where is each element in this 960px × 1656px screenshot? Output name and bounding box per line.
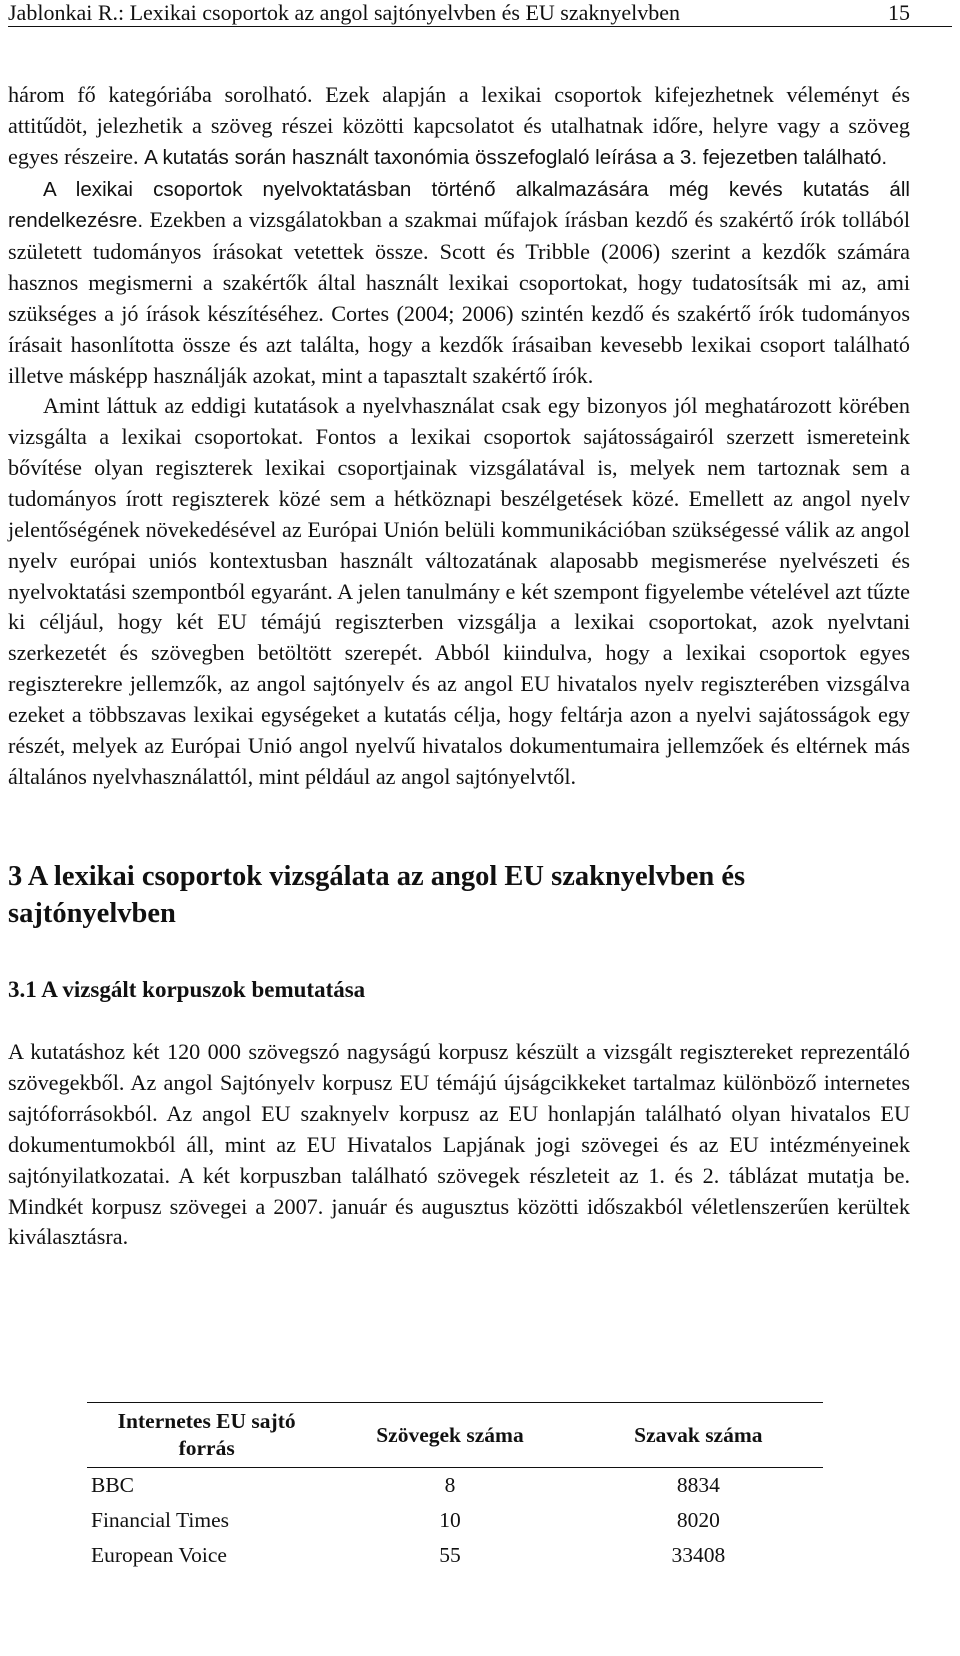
table-cell: Financial Times [91, 1508, 229, 1532]
table-row [87, 1503, 823, 1538]
paragraph-2 [8, 174, 910, 392]
table-cell: 55 [439, 1543, 461, 1567]
table-cell: 8 [444, 1473, 456, 1497]
paragraph-3: Amint láttuk az eddigi kutatások a nyelvhasználat csak egy bizonyos jól meghatározott körében vizsgálta a lexikai csoportokat. Fontos a lexikai csoportok sajátosságairól szerzett ismereteink bővítése olyan regiszterek lexikai csoportjainak vizsgálatával is, melyek nem tartoznak sem a tudományos írott regiszterek közé sem a hétköznapi beszélgetések közé. Emellett az angol nyelv jelentőségének növekedésével az Európai Unión belüli kommunikációban szükségessé válik az angol nyelv európai uniós kontextusban használt változatának alaposabb megismerése nyelvészeti és nyelvoktatási szempontból egyaránt. A jelen tanulmány e két szempont figyelembe vételével azt tűzte ki céljául, hogy két EU témájú regiszterben vizsgálja a lexikai csoportokat, azok nyelvtani szerkezetét és szövegben betöltött szerepét. Abból kiindulva, hogy a lexikai csoportok egyes regiszterekre jellemzők, az angol sajtónyelv és az angol EU hivatalos nyelv regiszterében vizsgálva ezeket a többszavas lexikai egységeket a kutatás célja, hogy feltárja azon a nyelvi sajátosságok egy részét, melyek az Európai Unió angol nyelvű hivatalos dokumentumaira jellemzőek és eltérnek más általános nyelvhasználattól, mint például az angol sajtónyelvtől. [8, 393, 910, 789]
paragraph-1-sans-text: A kutatás során használt taxonómia összefoglaló leírása a 3. fejezetben található. [144, 145, 888, 169]
sources-table [87, 1402, 823, 1573]
table-header-row [87, 1403, 823, 1468]
paragraph-1-serif-text: három fő kategóriába sorolható. Ezek alapján a lexikai csoportok kifejezhetnek véleményt és attitűdöt, jelezhetik a szöveg részei közötti kapcsolatot és utalhatnak időre, helyre vagy a szöveg egyes részeire. [8, 82, 910, 169]
table-cell: 33408 [671, 1543, 726, 1567]
paragraph-4: A kutatáshoz két 120 000 szövegszó nagyságú korpusz készült a vizsgált regisztereket reprezentáló szövegekből. Az angol Sajtónyelv korpusz EU témájú újságcikkeket tartalmaz különböző internetes sajtóforrásokból. Az angol EU szaknyelv korpusz az EU honlapján található olyan hivatalos EU dokumentumokból áll, mint az EU Hivatalos Lapjának jogi szövegei és az EU intézményeinek sajtónyilatkozatai. A két korpuszban található szövegek részleteit az 1. és 2. táblázat mutatja be. Mindkét korpusz szövegei a 2007. január és augusztus közötti időszakból véletlenszerűen kerültek kiválasztásra. [8, 1039, 910, 1250]
table-header-source: Internetes EU sajtó forrás [87, 1403, 326, 1468]
paragraph-2-serif-text: Ezekben a vizsgálatokban a szakmai műfajok írásban kezdő és szakértő írók tollából született tudományos írásokat vetettek össze. Scott és Tribble (2006) szerint a kezdők számára hasznos megismerni a szakértők által használt lexikai csoportokat, hogy tudatosítsák mi az, ami szükséges a jó írások készítéséhez. Cortes (2004; 2006) szintén kezdő és szakértő írók tudományos írásait hasonlította össze és azt találta, hogy a kezdők írásaiban kevesebb lexikai csoport található illetve másképp használják azokat, mint a tapasztalt szakértő írók. [8, 207, 910, 388]
paragraph-2-sans-text: A lexikai csoportok nyelvoktatásban történő alkalmazására még kevés kutatás áll rendelkezésre. [8, 177, 910, 233]
table-row [87, 1468, 823, 1504]
section-heading: 3 A lexikai csoportok vizsgálata az angol EU szaknyelvben és sajtónyelvben [8, 861, 746, 930]
table-header-words: Szavak száma [574, 1403, 823, 1468]
table-cell: 8834 [676, 1473, 720, 1497]
table-cell: 10 [439, 1508, 461, 1532]
page-number: 15 [888, 0, 910, 25]
header-title: Jablonkai R.: Lexikai csoportok az angol sajtónyelvben és EU szaknyelvben [8, 0, 681, 25]
table-cell: BBC [91, 1473, 135, 1497]
table-header-texts: Szövegek száma [326, 1403, 573, 1468]
running-header [8, 0, 952, 27]
table-cell: European Voice [91, 1543, 227, 1567]
page-body [8, 80, 910, 1253]
subsection-heading: 3.1 A vizsgált korpuszok bemutatása [8, 977, 366, 1003]
table-cell: 8020 [676, 1508, 720, 1532]
table-row [87, 1538, 823, 1573]
paragraph-1 [8, 80, 910, 174]
